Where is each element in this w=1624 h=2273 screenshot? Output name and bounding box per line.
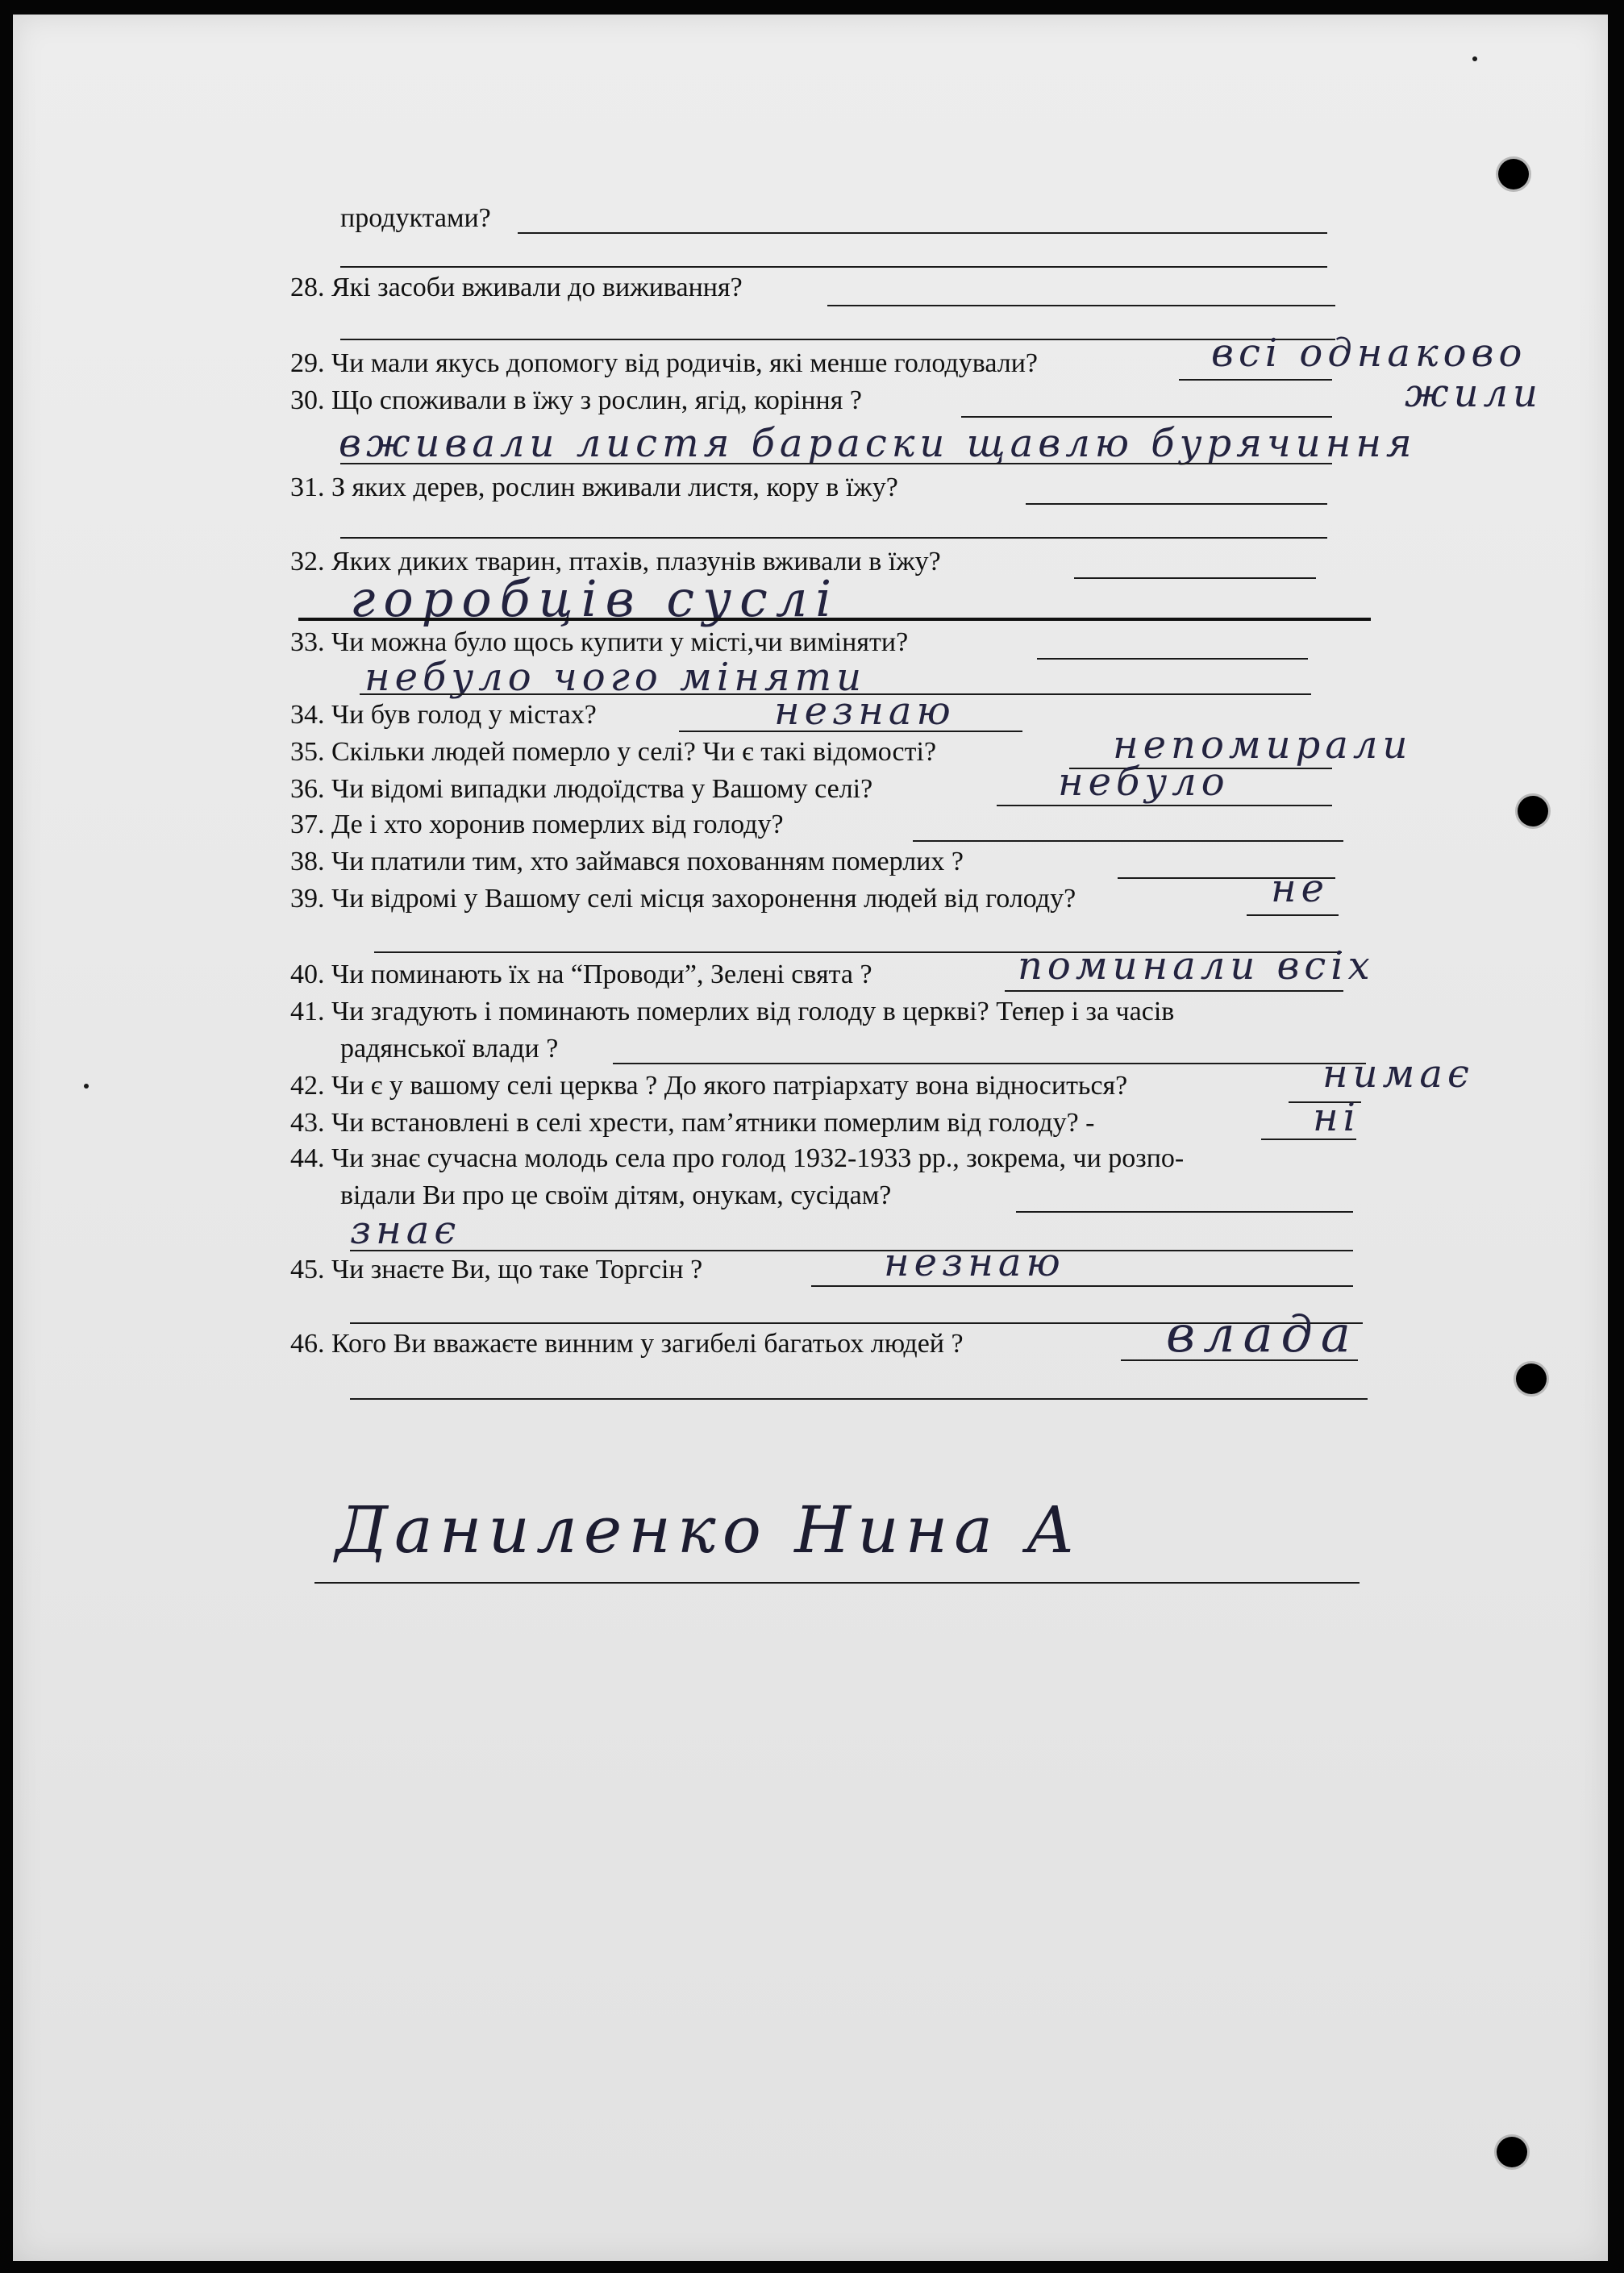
handwritten-answer-44: знає <box>350 1208 461 1253</box>
handwritten-answer-40: поминали всіх <box>1018 943 1375 989</box>
ink-speck <box>84 1084 89 1089</box>
answer-line <box>340 463 1332 464</box>
question-33: 33. Чи можна було щось купити у місті,чи виміняти? <box>290 627 909 657</box>
question-27-continued: продуктами? <box>340 203 491 233</box>
question-31: 31. З яких дерев, рослин вживали листя, кору в їжу? <box>290 473 898 502</box>
punch-hole <box>1516 1363 1547 1394</box>
answer-line <box>811 1285 1353 1287</box>
signature-line <box>314 1582 1360 1584</box>
question-41-line1: 41. Чи згадують і поминають померлих від голоду в церкві? Тепер і за часів <box>290 997 1175 1026</box>
section-divider <box>298 618 1371 621</box>
question-46: 46. Кого Ви вважаєте винним у загибелі багатьох людей ? <box>290 1329 964 1359</box>
handwritten-answer-35: непомирали <box>1113 722 1413 768</box>
answer-line <box>913 840 1343 842</box>
question-41-line2: радянської влади ? <box>340 1034 559 1064</box>
question-38: 38. Чи платили тим, хто займався похованням померлих ? <box>290 847 964 876</box>
handwritten-answer-45: незнаю <box>884 1240 1065 1285</box>
question-29: 29. Чи мали якусь допомогу від родичів, які менше голодували? <box>290 348 1038 378</box>
handwritten-answer-42: нимає <box>1322 1051 1474 1097</box>
answer-line <box>997 805 1332 806</box>
question-44-line2: відали Ви про це своїм дітям, онукам, сусідам? <box>340 1180 892 1210</box>
question-39: 39. Чи відромі у Вашому селі місця захоронення людей від голоду? <box>290 884 1076 914</box>
handwritten-answer-33: небуло чого міняти <box>364 655 867 700</box>
handwritten-answer-34: незнаю <box>774 689 956 734</box>
document-page <box>13 15 1608 2261</box>
respondent-signature: Даниленко Нина А <box>335 1492 1081 1567</box>
answer-line <box>350 1398 1368 1400</box>
question-42: 42. Чи є у вашому селі церква ? До якого патріархату вона відноситься? <box>290 1071 1128 1101</box>
answer-line <box>1247 914 1339 916</box>
punch-hole <box>1497 2137 1527 2167</box>
question-44-line1: 44. Чи знає сучасна молодь села про голод 1932-1933 рр., зокрема, чи розпо- <box>290 1143 1185 1173</box>
handwritten-answer-46: влада <box>1166 1305 1359 1363</box>
question-43: 43. Чи встановлені в селі хрести, пам’ятники померлим від голоду? - <box>290 1108 1095 1138</box>
answer-line <box>613 1063 1366 1064</box>
answer-line <box>340 537 1327 539</box>
question-37: 37. Де і хто хоронив померлих від голоду? <box>290 810 784 839</box>
handwritten-answer-36: небуло <box>1058 760 1230 805</box>
answer-line <box>340 339 1335 340</box>
question-34: 34. Чи був голод у містах? <box>290 700 597 730</box>
handwritten-answer-30: вживали листя бараски щавлю бурячиння <box>339 421 1417 466</box>
question-45: 45. Чи знаєте Ви, що таке Торгсін ? <box>290 1255 703 1284</box>
punch-hole <box>1498 159 1529 189</box>
answer-line <box>1037 658 1308 660</box>
answer-line <box>1005 990 1343 992</box>
answer-line <box>1016 1211 1353 1213</box>
handwritten-answer-32: горобців суслі <box>350 569 840 628</box>
answer-line <box>961 416 1332 418</box>
answer-line <box>1026 503 1327 505</box>
question-28: 28. Які засоби вживали до виживання? <box>290 273 743 302</box>
question-35: 35. Скільки людей померло у селі? Чи є такі відомості? <box>290 737 937 767</box>
handwritten-answer-43: ні <box>1313 1095 1360 1140</box>
ink-speck <box>1472 56 1477 61</box>
punch-hole <box>1518 796 1548 826</box>
question-36: 36. Чи відомі випадки людоїдства у Вашому селі? <box>290 774 873 804</box>
handwritten-answer-39: не <box>1271 866 1330 911</box>
answer-line <box>518 232 1327 234</box>
handwritten-answer-29-continued: жили <box>1405 371 1543 416</box>
answer-line <box>1179 379 1332 381</box>
handwritten-answer-29: всі однаково <box>1211 331 1527 376</box>
question-30: 30. Що споживали в їжу з рослин, ягід, коріння ? <box>290 385 862 415</box>
question-40: 40. Чи поминають їх на “Проводи”, Зелені свята ? <box>290 960 872 989</box>
answer-line <box>340 266 1327 268</box>
answer-line <box>350 1250 1353 1251</box>
answer-line <box>1074 577 1316 579</box>
answer-line <box>827 305 1335 306</box>
question-32: 32. Яких диких тварин, птахів, плазунів вживали в їжу? <box>290 547 941 577</box>
